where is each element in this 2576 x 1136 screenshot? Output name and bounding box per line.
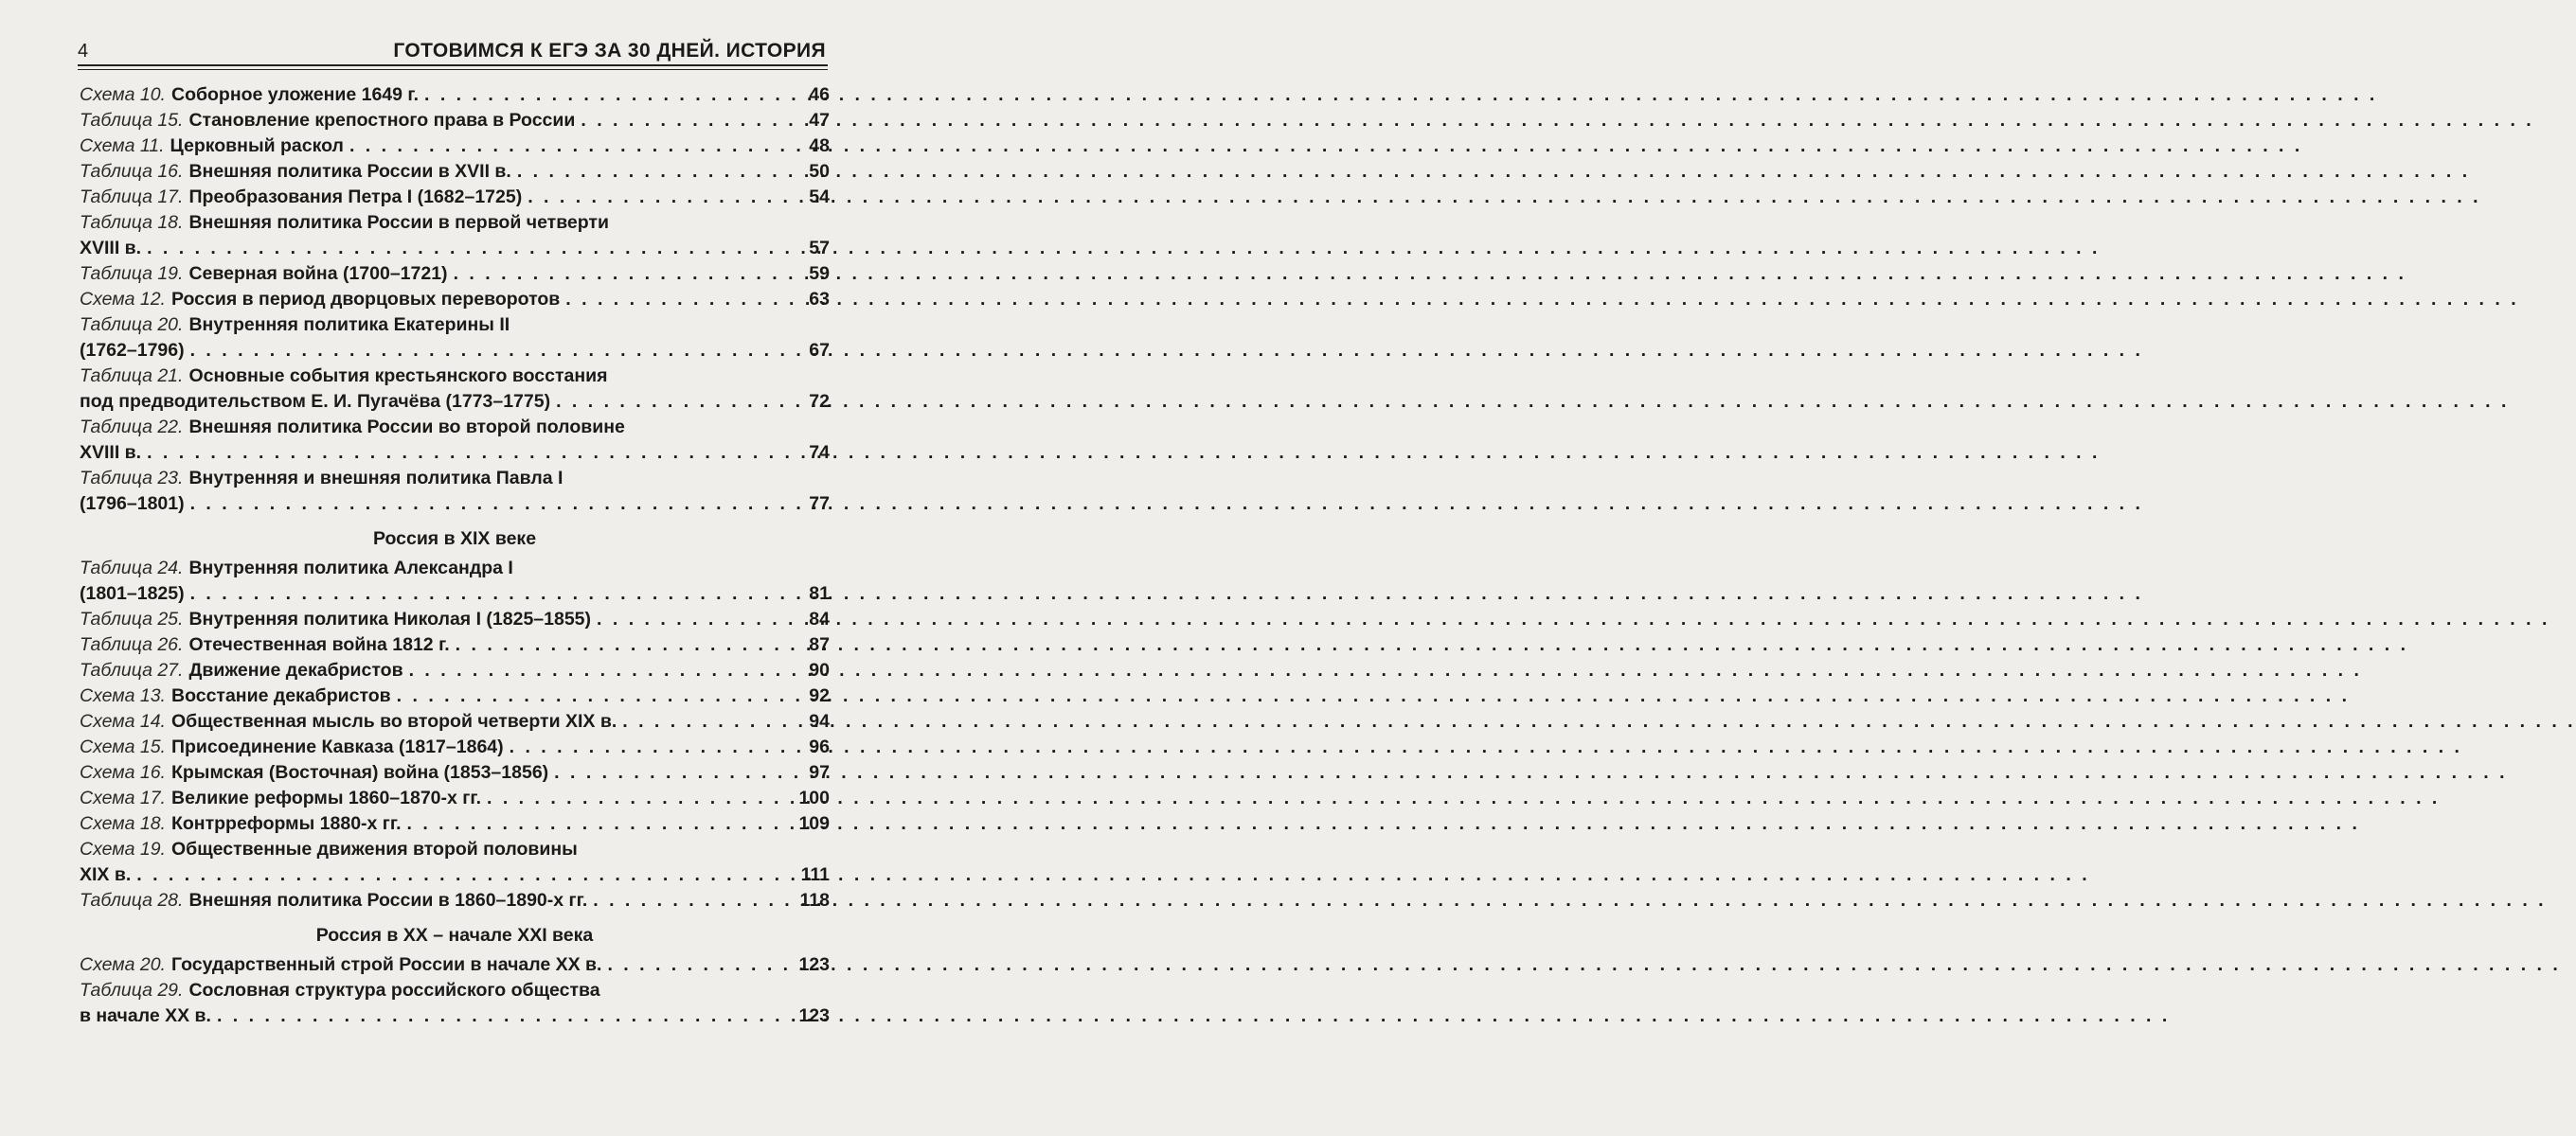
entry-title: Восстание декабристов bbox=[170, 685, 391, 706]
entry-label: Схема 16. bbox=[80, 762, 166, 783]
leader-dots bbox=[424, 82, 790, 108]
leader-dots bbox=[407, 811, 790, 837]
entry-title: Россия в период дворцовых переворотов bbox=[170, 289, 561, 310]
toc-entry bbox=[80, 837, 830, 862]
entry-label: Схема 18. bbox=[80, 813, 166, 834]
entry-page-number: 123 bbox=[798, 1005, 830, 1026]
toc-entry-continuation bbox=[80, 581, 830, 607]
toc-entry bbox=[80, 364, 830, 389]
toc-entry bbox=[80, 811, 830, 837]
entry-label: Схема 11. bbox=[80, 135, 165, 156]
entry-page-number: 63 bbox=[809, 289, 830, 310]
leader-dots bbox=[190, 491, 790, 517]
entry-title: Великие реформы 1860–1870-х гг. bbox=[170, 788, 481, 808]
leader-dots bbox=[190, 338, 790, 364]
toc-entry bbox=[80, 312, 830, 338]
entry-title: Становление крепостного права в России bbox=[188, 110, 576, 131]
entry-page-number: 111 bbox=[800, 864, 830, 885]
entry-title: Движение декабристов bbox=[188, 660, 403, 681]
toc-entry bbox=[80, 735, 830, 760]
toc-entry-continuation bbox=[80, 440, 830, 466]
leader-dots bbox=[556, 389, 790, 415]
leader-dots bbox=[397, 683, 790, 709]
toc-entry-continuation bbox=[80, 491, 830, 517]
entry-title: Внешняя политика России в первой четверти bbox=[188, 212, 609, 233]
entry-page-number: 97 bbox=[809, 762, 830, 783]
leader-dots bbox=[136, 862, 790, 888]
leader-dots bbox=[456, 632, 790, 658]
leader-dots bbox=[554, 760, 790, 786]
entry-label: Схема 13. bbox=[80, 685, 166, 706]
entry-title: Внутренняя политика Екатерины II bbox=[188, 314, 510, 335]
entry-label: Таблица 17. bbox=[80, 186, 184, 207]
toc-entry bbox=[80, 133, 830, 159]
book-page bbox=[0, 0, 852, 1136]
entry-label: Таблица 21. bbox=[80, 365, 184, 386]
entry-title-continuation: (1801–1825) bbox=[80, 583, 185, 604]
toc-entry bbox=[80, 415, 830, 440]
leader-dots bbox=[607, 952, 790, 978]
entry-page-number: 87 bbox=[809, 634, 830, 655]
entry-title: Контрреформы 1880-х гг. bbox=[170, 813, 402, 834]
toc-entry bbox=[80, 261, 830, 287]
entry-label: Таблица 29. bbox=[80, 980, 184, 1001]
entry-label: Таблица 15. bbox=[80, 110, 184, 131]
toc-entry bbox=[80, 108, 830, 133]
leader-dots bbox=[147, 440, 790, 466]
entry-page-number: 74 bbox=[809, 442, 830, 463]
leader-dots bbox=[487, 786, 790, 811]
entry-title: Отечественная война 1812 г. bbox=[188, 634, 450, 655]
entry-page-number: 48 bbox=[809, 135, 830, 156]
entry-page-number: 72 bbox=[809, 391, 830, 412]
entry-page-number: 54 bbox=[809, 186, 830, 207]
entry-label: Схема 14. bbox=[80, 711, 166, 732]
toc-entry bbox=[80, 556, 830, 581]
toc-entry bbox=[80, 786, 830, 811]
header-rule-thin bbox=[78, 69, 828, 70]
entry-page-number: 118 bbox=[799, 890, 830, 911]
entry-title: Внутренняя и внешняя политика Павла I bbox=[188, 468, 564, 488]
toc-entry bbox=[80, 658, 830, 683]
entry-label: Таблица 28. bbox=[80, 890, 184, 911]
leader-dots bbox=[147, 236, 790, 261]
entry-title: Крымская (Восточная) война (1853–1856) bbox=[170, 762, 549, 783]
entry-page-number: 77 bbox=[809, 493, 830, 514]
entry-title: Внешняя политика России в XVII в. bbox=[188, 161, 511, 182]
leader-dots bbox=[517, 159, 790, 185]
entry-page-number: 100 bbox=[798, 788, 830, 808]
entry-title-continuation: XVIII в. bbox=[80, 442, 142, 463]
entry-title: Внешняя политика России во второй половине bbox=[188, 417, 625, 437]
entry-label: Таблица 24. bbox=[80, 558, 184, 578]
entry-title-continuation: (1762–1796) bbox=[80, 340, 185, 361]
entry-page-number: 94 bbox=[809, 711, 830, 732]
leader-dots bbox=[409, 658, 790, 683]
entry-page-number: 92 bbox=[809, 685, 830, 706]
entry-page-number: 109 bbox=[798, 813, 830, 834]
toc-entry-continuation bbox=[80, 389, 830, 415]
entry-label: Схема 19. bbox=[80, 839, 166, 860]
toc-entry-continuation bbox=[80, 236, 830, 261]
toc-entry bbox=[80, 287, 830, 312]
entry-title: Сословная структура российского общества bbox=[188, 980, 600, 1001]
leader-dots bbox=[593, 888, 790, 914]
leader-dots bbox=[581, 108, 790, 133]
entry-title: Присоединение Кавказа (1817–1864) bbox=[170, 737, 504, 757]
entry-page-number: 47 bbox=[809, 110, 830, 131]
toc-entry bbox=[80, 760, 830, 786]
entry-label: Схема 10. bbox=[80, 84, 166, 105]
entry-page-number: 46 bbox=[809, 84, 830, 105]
leader-dots bbox=[190, 581, 790, 607]
leader-dots bbox=[597, 607, 790, 632]
toc-entry bbox=[80, 888, 830, 914]
toc-entry bbox=[80, 607, 830, 632]
entry-label: Схема 12. bbox=[80, 289, 166, 310]
toc-entry-continuation bbox=[80, 862, 830, 888]
entry-label: Таблица 22. bbox=[80, 417, 184, 437]
entry-title: Государственный строй России в начале XX в. bbox=[170, 954, 602, 975]
toc-entry bbox=[80, 978, 830, 1003]
entry-title: Общественные движения второй половины bbox=[170, 839, 578, 860]
entry-label: Таблица 18. bbox=[80, 212, 184, 233]
entry-title-continuation: под предводительством Е. И. Пугачёва (1773–1775) bbox=[80, 391, 551, 412]
entry-title-continuation: (1796–1801) bbox=[80, 493, 185, 514]
toc-entry bbox=[80, 159, 830, 185]
leader-dots bbox=[528, 185, 790, 210]
book-title: ГОТОВИМСЯ К ЕГЭ ЗА 30 ДНЕЙ. ИСТОРИЯ bbox=[393, 40, 826, 62]
entry-page-number: 57 bbox=[809, 238, 830, 258]
leader-dots bbox=[454, 261, 790, 287]
leader-dots bbox=[622, 709, 790, 735]
entry-page-number: 96 bbox=[809, 737, 830, 757]
entry-label: Таблица 25. bbox=[80, 609, 184, 630]
entry-title: Преобразования Петра I (1682–1725) bbox=[188, 186, 523, 207]
toc-entry bbox=[80, 683, 830, 709]
leader-dots bbox=[349, 133, 790, 159]
toc-entry-continuation bbox=[80, 338, 830, 364]
toc-entry-continuation bbox=[80, 1003, 830, 1029]
entry-title: Церковный раскол bbox=[170, 135, 344, 156]
entry-page-number: 90 bbox=[809, 660, 830, 681]
page-header bbox=[78, 32, 826, 62]
entry-title: Соборное уложение 1649 г. bbox=[170, 84, 419, 105]
entry-label: Таблица 26. bbox=[80, 634, 184, 655]
entry-label: Схема 17. bbox=[80, 788, 166, 808]
section-heading-xx: Россия в XX – начале XXI века bbox=[315, 925, 594, 946]
entry-label: Схема 15. bbox=[80, 737, 166, 757]
page-number: 4 bbox=[78, 41, 89, 62]
entry-label: Таблица 27. bbox=[80, 660, 184, 681]
entry-title: Северная война (1700–1721) bbox=[188, 263, 448, 284]
toc-group-part1 bbox=[80, 82, 830, 517]
entry-page-number: 59 bbox=[809, 263, 830, 284]
entry-label: Таблица 20. bbox=[80, 314, 184, 335]
toc-entry bbox=[80, 210, 830, 236]
entry-title: Основные события крестьянского восстания bbox=[188, 365, 608, 386]
table-of-contents bbox=[80, 82, 830, 1029]
toc-group-part2 bbox=[80, 556, 830, 914]
entry-label: Таблица 19. bbox=[80, 263, 184, 284]
entry-page-number: 67 bbox=[809, 340, 830, 361]
toc-entry bbox=[80, 632, 830, 658]
entry-label: Таблица 23. bbox=[80, 468, 184, 488]
entry-title: Внутренняя политика Николая I (1825–1855) bbox=[188, 609, 592, 630]
leader-dots bbox=[217, 1003, 790, 1029]
header-rule bbox=[78, 64, 828, 66]
leader-dots bbox=[565, 287, 790, 312]
toc-group-part3 bbox=[80, 952, 830, 1029]
entry-page-number: 123 bbox=[798, 954, 830, 975]
entry-title-continuation: XIX в. bbox=[80, 864, 132, 885]
entry-title-continuation: в начале XX в. bbox=[80, 1005, 211, 1026]
toc-entry bbox=[80, 82, 830, 108]
entry-page-number: 84 bbox=[809, 609, 830, 630]
entry-page-number: 50 bbox=[809, 161, 830, 182]
leader-dots bbox=[510, 735, 790, 760]
entry-title-continuation: XVIII в. bbox=[80, 238, 142, 258]
toc-entry bbox=[80, 709, 830, 735]
entry-title: Общественная мысль во второй четверти XIX в. bbox=[170, 711, 617, 732]
entry-title: Внутренняя политика Александра I bbox=[188, 558, 513, 578]
entry-label: Схема 20. bbox=[80, 954, 166, 975]
section-heading-xix: Россия в XIX веке bbox=[372, 528, 537, 549]
entry-label: Таблица 16. bbox=[80, 161, 184, 182]
toc-entry bbox=[80, 466, 830, 491]
entry-title: Внешняя политика России в 1860–1890-х гг. bbox=[188, 890, 588, 911]
toc-entry bbox=[80, 952, 830, 978]
entry-page-number: 81 bbox=[809, 583, 830, 604]
toc-entry bbox=[80, 185, 830, 210]
